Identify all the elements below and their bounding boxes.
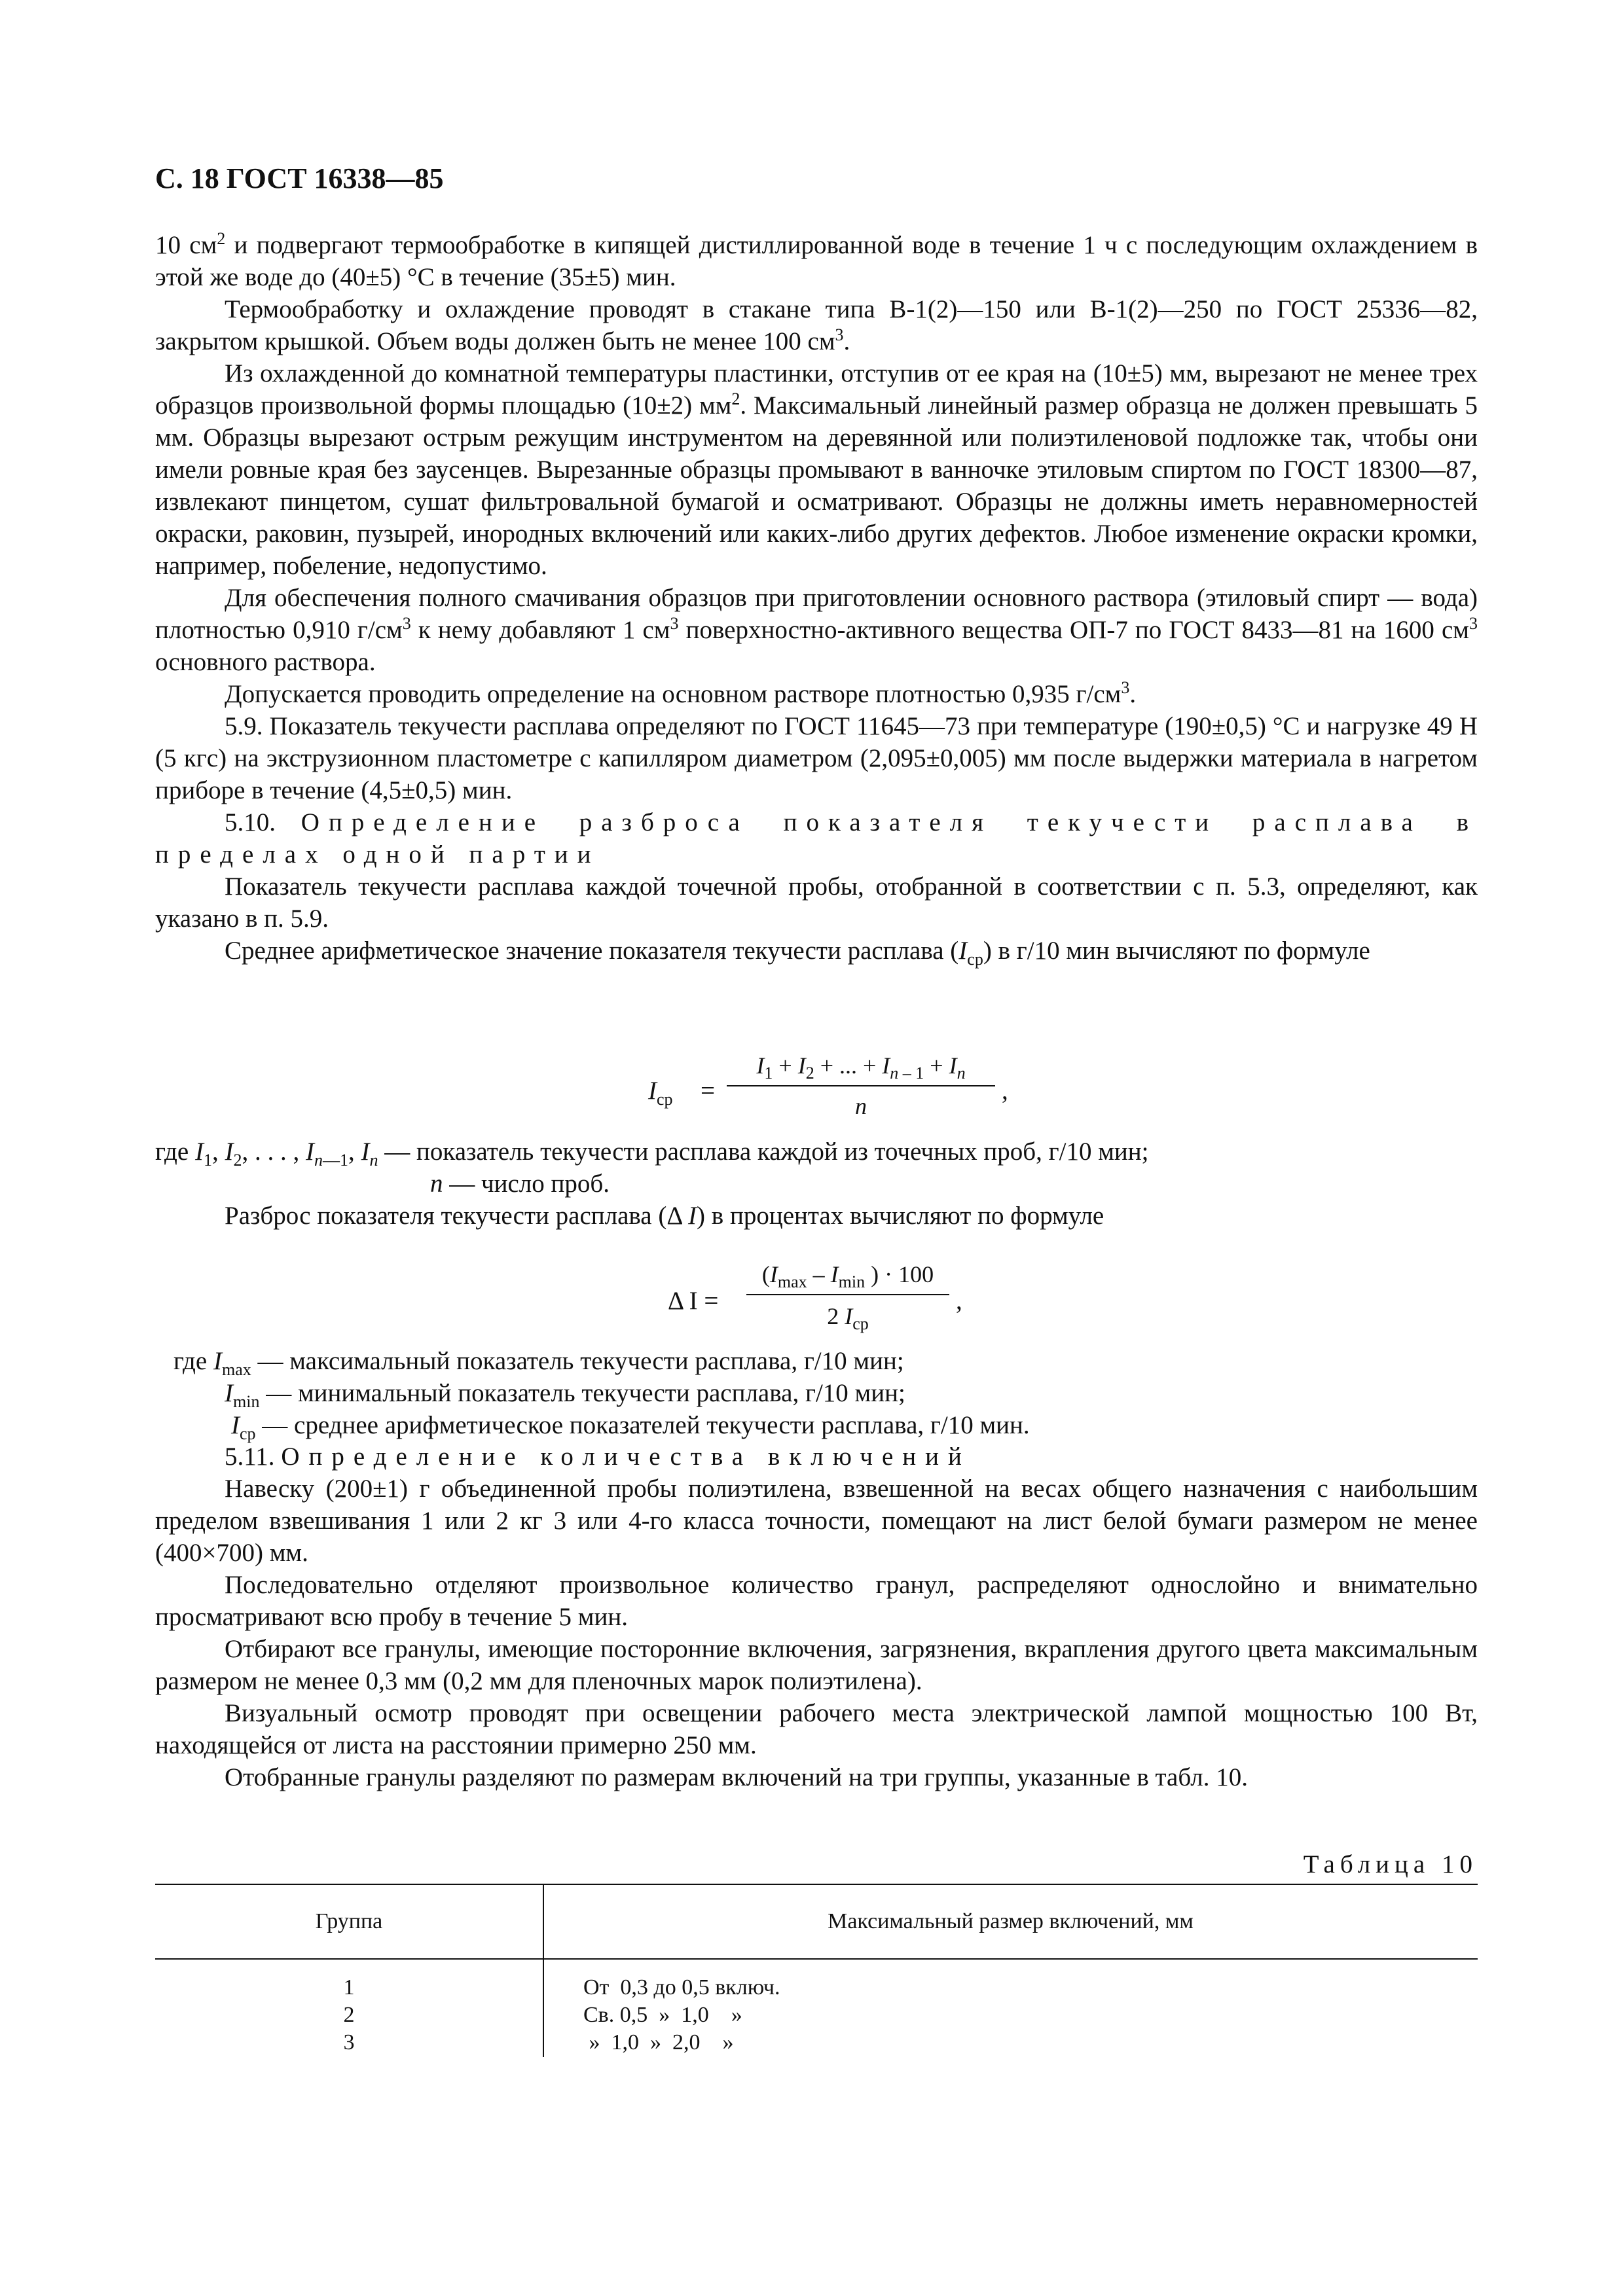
where-block-2 — [155, 1345, 1478, 1441]
table-row — [155, 1959, 1478, 2057]
paragraph: Показатель текучести расплава каждой точечной пробы, отобранной в соответствии с п. 5.3, определяют, как указано в п. 5.9. — [155, 872, 1478, 933]
page-header: С. 18 ГОСТ 16338—85 — [155, 162, 444, 194]
formula-spread — [668, 1253, 1008, 1332]
where-line: $I_{ср}$ — среднее арифметическое показателей текучести расплава, г/10 мин. — [231, 1411, 1030, 1443]
where-block-1 — [155, 1136, 1478, 1232]
column-header-size: Максимальный размер включений, мм — [543, 1884, 1478, 1959]
formula-numerator: ($I_{max} - I_{min}$ ) · 100 — [761, 1261, 934, 1292]
paragraph: Визуальный осмотр проводят при освещении рабочего места электрической лампой мощностью 100 Вт, находящейся от листа на расстоянии примерно 250 мм. — [155, 1699, 1478, 1759]
group-value: 2 — [343, 2003, 355, 2027]
size-value: » 1,0 » 2,0 » — [583, 2030, 734, 2054]
section-heading: 5.10. Определение разброса показателя текучести расплава в пределах одной партии — [155, 808, 1478, 869]
where-line: где $I_1$, $I_2$, . . . , $I_{n—1}$, $I_n$ — показатель текучести расплава каждой из точечных проб, г/10 мин; — [155, 1138, 1149, 1170]
where-line: n — число проб. — [430, 1170, 610, 1198]
fraction-bar — [746, 1294, 949, 1295]
formula-lhs: Δ I = — [668, 1287, 719, 1315]
table-10 — [155, 1884, 1478, 2057]
formula-comma: , — [1002, 1077, 1008, 1105]
section-heading: 5.11. Определение количества включений — [225, 1443, 971, 1471]
paragraph: Последовательно отделяют произвольное количество гранул, распределяют однослойно и внимательно просматривают всю пробу в течение 5 мин. — [155, 1571, 1478, 1631]
formula-mean — [648, 1047, 1041, 1126]
column-header-group: Группа — [155, 1884, 543, 1959]
paragraph: Навеску (200±1) г объединенной пробы полиэтилена, взвешенной на весах общего назначения с наибольшим пределом взвешивания 1 или 2 кг 3 или 4-го класса точности, помещают на лист белой бумаги размером не менее (400×700) мм. — [155, 1475, 1478, 1567]
group-cell — [155, 1959, 543, 2057]
table-header-row — [155, 1884, 1478, 1959]
paragraph: 10 $см^2$ и подвергают термообработке в кипящей дистиллированной воде в течение 1 ч с последующим охлаждением в этой же воде до (40±5) °С в течение (35±5) мин. — [155, 229, 1478, 291]
body-text-top — [155, 229, 1478, 967]
paragraph: Для обеспечения полного смачивания образцов при приготовлении основного раствора (этиловый спирт — вода) плотностью 0,910 $г/см^3$ к нему добавляют 1 $см^3$ поверхностно-активного вещества ОП-7 по ГОСТ 8433—81 на 1600 $см^3$ основного раствора. — [155, 584, 1478, 676]
group-value: 1 — [343, 1975, 355, 2000]
paragraph: Разброс показателя текучести расплава (Δ I) в процентах вычисляют по формуле — [225, 1202, 1104, 1230]
paragraph: Термообработку и охлаждение проводят в стакане типа В-1(2)—150 или В-1(2)—250 по ГОСТ 25336—82, закрытом крышкой. Объем воды должен быть не менее 100 $см^3$. — [155, 295, 1478, 355]
where-line: $I_{min}$ — минимальный показатель текучести расплава, г/10 мин; — [225, 1379, 905, 1411]
formula-lhs: $I_{ср}$ — [648, 1077, 673, 1109]
where-line: где $I_{max}$ — максимальный показатель текучести расплава, г/10 мин; — [173, 1347, 904, 1379]
table-caption: Таблица 10 — [1303, 1850, 1478, 1878]
paragraph: Среднее арифметическое значение показателя текучести расплава $(I_{ср})$ в г/10 мин вычисляют по формуле — [225, 937, 1370, 969]
size-value: От 0,3 до 0,5 включ. — [583, 1975, 780, 2000]
paragraph: Из охлажденной до комнатной температуры пластинки, отступив от ее края на (10±5) мм, вырезают не менее трех образцов произвольной формы площадью (10±2) $мм^2$. Максимальный линейный размер образца не должен превышать 5 мм. Образцы вырезают острым режущим инструментом на деревянной или полиэтиленовой подложке так, чтобы они имели ровные края без заусенцев. Вырезанные образцы промывают в ванночке этиловым спиртом по ГОСТ 18300—87, извлекают пинцетом, сушат фильтровальной бумагой и осматривают. Образцы не должны иметь неравномерностей окраски, раковин, пузырей, инородных включений или каких-либо других дефектов. Любое изменение окраски кромки, например, побеление, недопустимо. — [155, 359, 1478, 580]
size-value: Св. 0,5 » 1,0 » — [583, 2003, 742, 2027]
formula-comma: , — [956, 1287, 962, 1315]
paragraph: Допускается проводить определение на основном растворе плотностью 0,935 $г/см^3$. — [225, 678, 1137, 708]
paragraph: Отобранные гранулы разделяют по размерам включений на три группы, указанные в табл. 10. — [225, 1763, 1248, 1791]
paragraph: Отбирают все гранулы, имеющие посторонние включения, загрязнения, вкрапления другого цвета максимальным размером не менее 0,3 мм (0,2 мм для пленочных марок полиэтилена). — [155, 1635, 1478, 1695]
fraction-bar — [727, 1085, 995, 1086]
formula-equals: = — [701, 1077, 715, 1105]
paragraph: 5.9. Показатель текучести расплава определяют по ГОСТ 11645—73 при температуре (190±0,5) °С и нагрузке 49 Н (5 кгс) на экструзионном пластометре с капилляром диаметром (2,095±0,005) мм после выдержки материала в нагретом приборе в течение (4,5±0,5) мин. — [155, 712, 1478, 804]
formula-denominator: n — [855, 1093, 867, 1119]
body-text-bottom — [155, 1441, 1478, 1793]
group-value: 3 — [343, 2030, 355, 2054]
formula-denominator: 2 $I_{ср}$ — [827, 1303, 869, 1334]
formula-numerator: $I_1 + I_2$ + ... + $I_{n - 1} + I_n$ — [756, 1052, 966, 1083]
size-cell — [543, 1959, 1478, 2057]
